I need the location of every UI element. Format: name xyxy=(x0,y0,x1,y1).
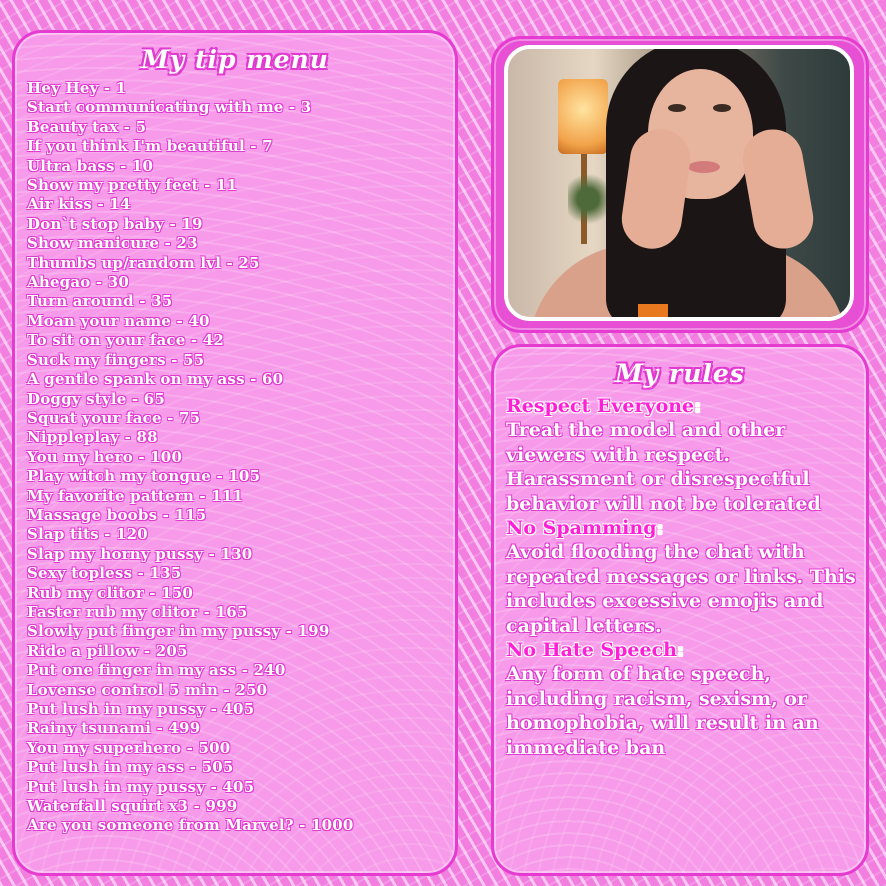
tip-menu-item: Show manicure - 23 xyxy=(27,234,198,253)
tip-menu-item: Play witch my tongue - 105 xyxy=(27,467,261,486)
tip-menu-item: Squat your face - 75 xyxy=(27,408,201,427)
tip-menu-title: My tip menu xyxy=(141,45,329,74)
tip-menu-item: You my superhero - 500 xyxy=(27,738,231,757)
tip-menu-item: A gentle spank on my ass - 60 xyxy=(27,370,284,389)
tip-menu-item: Suck my fingers - 55 xyxy=(27,350,205,369)
tip-menu-item: Beauty tax - 5 xyxy=(27,117,147,136)
tip-menu-item: Are you someone from Marvel? - 1000 xyxy=(27,816,354,835)
tip-menu-item: Rainy tsunami - 499 xyxy=(27,719,201,738)
rule-heading: Respect Everyone: xyxy=(506,395,702,417)
tip-menu-item: You my hero - 100 xyxy=(27,447,183,466)
rule-heading: No Spamming: xyxy=(506,517,664,539)
tip-menu-item: Slowly put finger in my pussy - 199 xyxy=(27,622,330,641)
tip-menu-item: To sit on your face - 42 xyxy=(27,331,225,350)
tip-menu-item: Lovense control 5 min - 250 xyxy=(27,680,268,699)
rules-panel xyxy=(491,344,869,876)
tip-menu-item: Hey Hey - 1 xyxy=(27,79,127,97)
tip-menu-item: Rub my clitor - 150 xyxy=(27,583,194,602)
tip-menu-item: Put lush in my ass - 505 xyxy=(27,758,234,777)
tip-menu-item: Thumbs up/random lvl - 25 xyxy=(27,253,260,272)
tip-menu-panel xyxy=(12,30,458,876)
tip-menu-item: Air kiss - 14 xyxy=(27,195,131,214)
tip-menu-item: If you think I'm beautiful - 7 xyxy=(27,137,273,156)
tip-menu-item: Put lush in my pussy - 405 xyxy=(27,777,255,796)
tip-menu-item: Doggy style - 65 xyxy=(27,389,166,408)
tip-menu-item: My favorite pattern - 111 xyxy=(27,486,244,505)
rule-heading: No Hate Speech: xyxy=(506,639,684,661)
tip-menu-list xyxy=(15,79,455,836)
tip-menu-item: Put one finger in my ass - 240 xyxy=(27,661,286,680)
tip-menu-item: Ultra bass - 10 xyxy=(27,156,154,175)
rules-title: My rules xyxy=(615,359,745,388)
tip-menu-item: Faster rub my clitor - 165 xyxy=(27,602,248,621)
rules-body xyxy=(494,388,866,760)
tip-menu-item: Waterfall squirt x3 - 999 xyxy=(27,797,238,816)
tip-menu-item: Ahegao - 30 xyxy=(27,273,130,292)
tip-menu-item: Sexy topless - 135 xyxy=(27,564,182,583)
tip-menu-item: Moan your name - 40 xyxy=(27,311,210,330)
tip-menu-item: Start communicating with me - 3 xyxy=(27,98,312,117)
model-photo xyxy=(504,45,854,321)
lamp-shape xyxy=(558,79,608,154)
tip-menu-item: Slap tits - 120 xyxy=(27,525,148,544)
photo-panel xyxy=(491,36,869,333)
tip-menu-item: Turn around - 35 xyxy=(27,292,173,311)
tip-menu-item: Nippleplay - 88 xyxy=(27,428,158,447)
tip-menu-item: Put lush in my pussy - 405 xyxy=(27,700,255,718)
rule-text: Avoid flooding the chat with repeated messages or links. This includes excessive emojis and capital letters. xyxy=(506,541,856,637)
tip-menu-item: Slap my horny pussy - 130 xyxy=(27,544,253,563)
rule-text: Treat the model and other viewers with respect. Harassment or disrespectful behavior will not be tolerated xyxy=(506,419,821,515)
tip-menu-item: Massage boobs - 115 xyxy=(27,505,207,524)
tip-menu-item: Ride a pillow - 205 xyxy=(27,641,188,660)
rule-text: Any form of hate speech, including racism, sexism, or homophobia, will result in an immediate ban xyxy=(506,663,819,759)
tip-menu-item: Show my pretty feet - 11 xyxy=(27,176,238,195)
tip-menu-item: Don`t stop baby - 19 xyxy=(27,214,203,233)
